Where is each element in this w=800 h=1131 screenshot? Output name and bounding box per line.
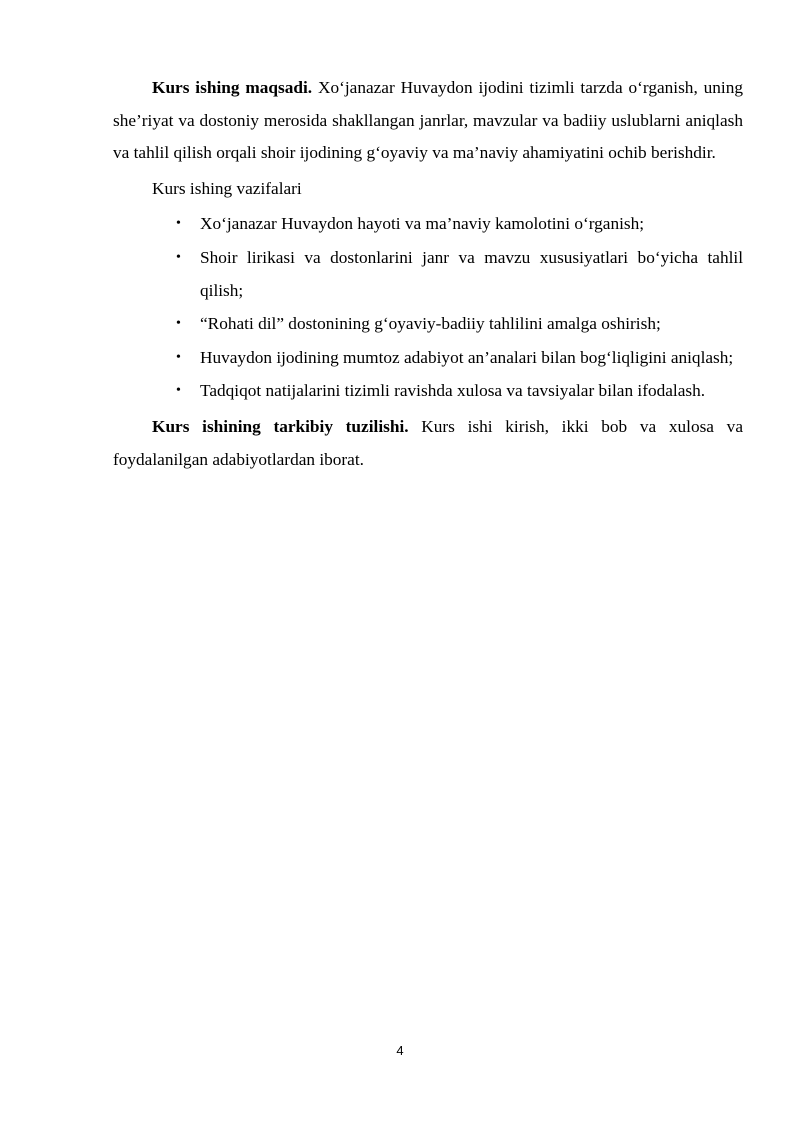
list-item-text: Huvaydon ijodining mumtoz adabiyot an’analari bilan bog‘liqligini aniqlash; — [200, 347, 734, 367]
bullet-icon: • — [176, 349, 181, 365]
structure-lead: Kurs ishining tarkibiy tuzilishi. — [152, 416, 409, 436]
goal-paragraph — [113, 72, 743, 170]
page-number: 4 — [396, 1043, 404, 1058]
structure-text: Kurs ishi kirish, ikki bob va xulosa va foydalanilgan adabiyotlardan iborat. — [113, 416, 743, 469]
goal-lead: Kurs ishing maqsadi. — [152, 78, 313, 97]
document-page — [113, 72, 743, 476]
structure-paragraph — [113, 411, 743, 476]
list-item-text: Xo‘janazar Huvaydon hayoti va ma’naviy kamolotini o‘rganish; — [200, 214, 645, 234]
list-item — [176, 208, 743, 241]
list-item-text: Tadqiqot natijalarini tizimli ravishda xulosa va tavsiyalar bilan ifodalash. — [200, 381, 706, 401]
tasks-heading: Kurs ishing vazifalari — [152, 178, 302, 198]
list-item — [176, 342, 743, 375]
list-item-text: Shoir lirikasi va dostonlarini janr va mavzu xususiyatlari bo‘yicha tahlil qilish; — [200, 247, 743, 300]
list-item — [176, 242, 743, 307]
list-item — [176, 375, 743, 408]
list-item — [176, 308, 743, 341]
bullet-icon: • — [176, 316, 181, 332]
bullet-icon: • — [176, 383, 181, 399]
tasks-list — [113, 208, 743, 408]
goal-text: Xo‘janazar Huvaydon ijodini tizimli tarzda o‘rganish, uning she’riyat va dostoniy merosida shakllangan janrlar, mavzular va badiiy uslublarni aniqlash va tahlil qilish orqali shoir ijodining g‘oyaviy va ma’naviy ahamiyatini ochib berishdir. — [113, 78, 743, 163]
list-item-text: “Rohati dil” dostonining g‘oyaviy-badiiy tahlilini amalga oshirish; — [200, 314, 661, 334]
bullet-icon: • — [176, 249, 181, 265]
bullet-icon: • — [176, 216, 181, 232]
